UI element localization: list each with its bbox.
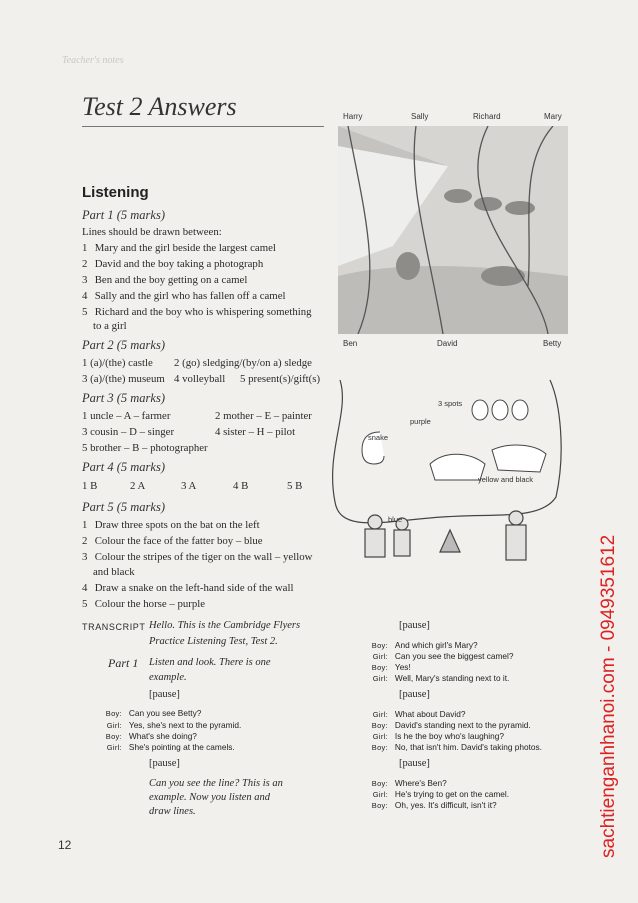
part4-answer: 2 A	[130, 480, 146, 492]
transcript-label: TRANSCRIPT	[82, 622, 146, 632]
page-number: 12	[58, 838, 72, 852]
section-heading: Listening	[82, 184, 149, 201]
transcript-line: Can you see the line? This is an	[149, 778, 283, 789]
watermark: sachtienganhhanoi.com - 0949351612	[598, 534, 619, 858]
tiger-label: yellow and black	[478, 475, 534, 484]
name-label: Ben	[343, 339, 358, 348]
dialog-line: Boy: David's standing next to the pyramid.	[371, 720, 531, 730]
dialog-line: Girl: Yes, she's next to the pyramid.	[106, 720, 242, 730]
transcript-pause: [pause]	[149, 758, 180, 769]
part2-answer: 4 volleyball	[174, 373, 226, 385]
list-item: 2 Colour the face of the fatter boy – blue	[82, 535, 263, 547]
part2-answer: 1 (a)/(the) castle	[82, 357, 153, 369]
list-item: 1 Draw three spots on the bat on the left	[82, 519, 260, 531]
list-item: 3 Ben and the boy getting on a camel	[82, 274, 248, 286]
transcript-pause: [pause]	[399, 689, 430, 700]
name-label: Betty	[543, 339, 562, 348]
transcript-pause: [pause]	[399, 620, 430, 631]
list-item-continued: to a girl	[93, 320, 127, 332]
transcript-line: draw lines.	[149, 806, 196, 817]
transcript-line: example.	[149, 672, 187, 683]
name-label: Mary	[544, 112, 562, 121]
camel-scene-illustration	[338, 126, 568, 334]
name-label: Sally	[411, 112, 429, 121]
list-item: 4 Draw a snake on the left-hand side of the wall	[82, 582, 294, 594]
transcript-pause: [pause]	[399, 758, 430, 769]
part4-heading: Part 4 (5 marks)	[82, 460, 165, 474]
transcript-part-label: Part 1	[108, 656, 139, 670]
list-item: 4 Sally and the girl who has fallen off a camel	[82, 290, 286, 302]
part2-answer: 2 (go) sledging/(by/on a) sledge	[174, 357, 312, 369]
spots-label: 3 spots	[438, 399, 463, 408]
purple-label: purple	[410, 417, 431, 426]
dialog-line: Girl: She's pointing at the camels.	[106, 742, 235, 752]
dialog-line: Boy: No, that isn't him. David's taking photos.	[371, 742, 542, 752]
name-label: Harry	[343, 112, 363, 121]
snake-label: snake	[368, 433, 389, 442]
dialog-line: Boy: Oh, yes. It's difficult, isn't it?	[371, 800, 497, 810]
dialog-line: Boy: And which girl's Mary?	[371, 640, 478, 650]
dialog-line: Boy: Where's Ben?	[371, 778, 447, 788]
part5-heading: Part 5 (5 marks)	[82, 500, 165, 514]
part4-answer: 3 A	[181, 480, 197, 492]
part3-answer: 3 cousin – D – singer	[82, 426, 175, 438]
part2-answer: 3 (a)/(the) museum	[82, 373, 165, 385]
list-item: 2 David and the boy taking a photograph	[82, 258, 264, 270]
dialog-line: Boy: Can you see Betty?	[105, 708, 202, 718]
dialog-line: Girl: What about David?	[372, 709, 466, 719]
part3-answer: 1 uncle – A – farmer	[82, 410, 171, 422]
name-label: David	[437, 339, 458, 348]
part3-heading: Part 3 (5 marks)	[82, 391, 165, 405]
running-header: Teacher's notes	[62, 55, 124, 66]
part3-answer: 5 brother – B – photographer	[82, 442, 208, 454]
part1-heading: Part 1 (5 marks)	[82, 208, 165, 222]
transcript-line: example. Now you listen and	[149, 792, 271, 803]
transcript-line: Hello. This is the Cambridge Flyers	[149, 620, 301, 631]
title-rule	[82, 126, 324, 127]
list-item: 1 Mary and the girl beside the largest camel	[82, 242, 276, 254]
blue-label: blue	[388, 515, 403, 524]
page-title: Test 2 Answers	[82, 92, 237, 121]
list-item: 5 Colour the horse – purple	[82, 598, 206, 610]
list-item: 5 Richard and the boy who is whispering something	[82, 306, 312, 318]
transcript-line: Listen and look. There is one	[149, 657, 271, 668]
part2-heading: Part 2 (5 marks)	[82, 338, 165, 352]
dialog-line: Girl: Is he the boy who's laughing?	[372, 731, 504, 741]
dialog-line: Girl: Can you see the biggest camel?	[372, 651, 514, 661]
list-item: 3 Colour the stripes of the tiger on the wall – yellow	[82, 551, 313, 563]
dialog-line: Boy: Yes!	[371, 662, 411, 672]
part2-answer: 5 present(s)/gift(s)	[240, 373, 321, 385]
transcript-line: Practice Listening Test, Test 2.	[149, 636, 278, 647]
part4-answer: 1 B	[82, 480, 98, 492]
part4-answer: 5 B	[287, 480, 303, 492]
list-item-continued: and black	[93, 566, 135, 578]
transcript-pause: [pause]	[149, 689, 180, 700]
cave-painting-illustration	[320, 372, 568, 582]
dialog-line: Girl: Well, Mary's standing next to it.	[372, 673, 510, 683]
part3-answer: 4 sister – H – pilot	[215, 426, 296, 438]
part3-answer: 2 mother – E – painter	[215, 410, 312, 422]
dialog-line: Boy: What's she doing?	[105, 731, 197, 741]
part4-answer: 4 B	[233, 480, 249, 492]
part1-intro: Lines should be drawn between:	[82, 226, 222, 238]
name-label: Richard	[473, 112, 501, 121]
dialog-line: Girl: He's trying to get on the camel.	[372, 789, 510, 799]
